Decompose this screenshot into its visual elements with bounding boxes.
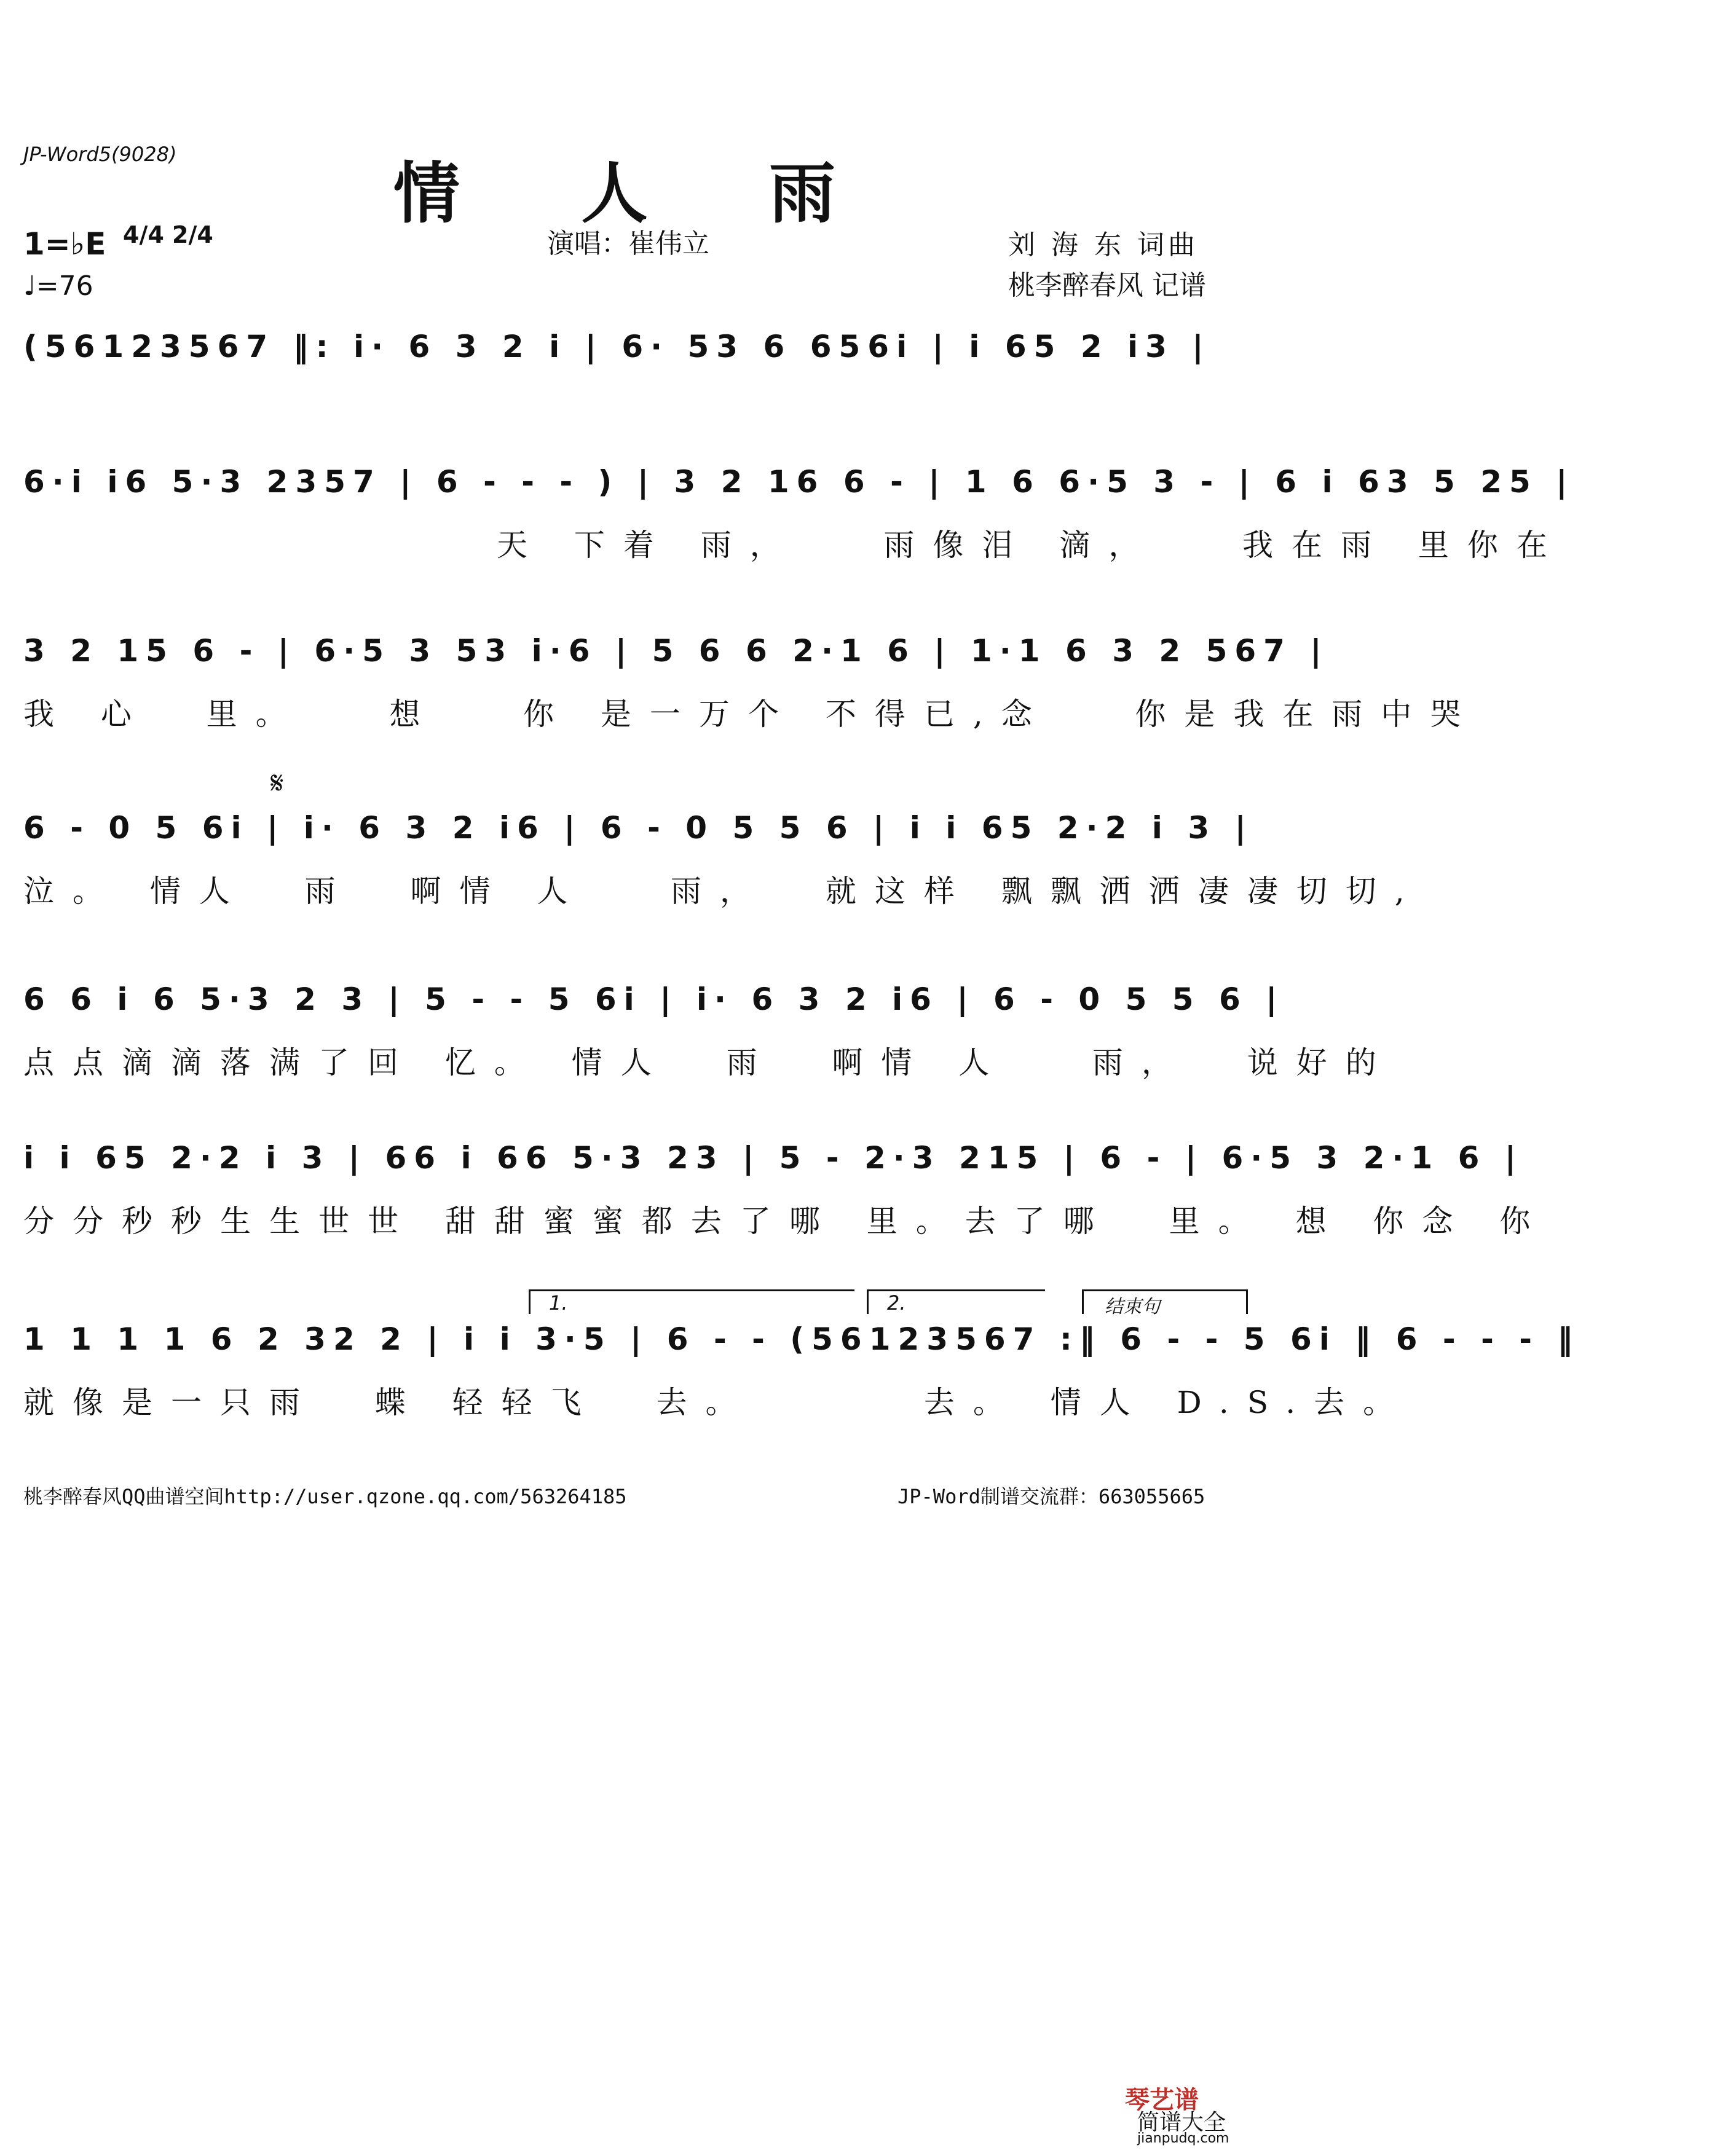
- notes-line: 6·i i6 5·3 2357 | 6 - - - ) | 3 2 16 6 - | 1 6 6·5 3 - | 6 i 63 5 25 |: [23, 464, 1575, 500]
- lyrics-line: 分分秒秒生生世世 甜甜蜜蜜都去了哪 里。去了哪 里。 想 你念 你: [23, 1203, 1549, 1239]
- lyrics-line: 点点滴滴落满了回 忆。 情人 雨 啊情 人 雨， 说好的: [23, 1045, 1395, 1080]
- song-title: 情 人 雨: [393, 155, 885, 232]
- lyrics-line: 泣。 情人 雨 啊情 人 雨， 就这样 飘飘洒洒凄凄切切,: [23, 873, 1423, 909]
- software-label: JP-Word5(9028): [23, 143, 177, 166]
- notes-line: i i 65 2·2 i 3 | 66 i 66 5·3 23 | 5 - 2·3 215 | 6 - | 6·5 3 2·1 6 |: [23, 1140, 1524, 1176]
- volta-second: 2.: [867, 1289, 1045, 1314]
- notes-line: 6 - 0 5 6i | i· 6 3 2 i6 | 6 - 0 5 5 6 | i i 65 2·2 i 3 |: [23, 810, 1253, 846]
- footer-left: 桃李醉春风QQ曲谱空间http://user.qzone.qq.com/563264185: [23, 1485, 627, 1508]
- lyrics-line: 天 下着 雨， 雨像泪 滴， 我在雨 里你在: [497, 527, 1566, 563]
- tempo-mark: ♩=76: [23, 270, 93, 302]
- time-signature-2: 2/4: [172, 221, 213, 248]
- lyrics-line: 我 心 里。 想 你 是一万个 不得已,念 你是我在雨中哭: [23, 696, 1480, 732]
- segno-mark: 𝄋: [270, 765, 284, 801]
- notes-line: 3 2 15 6 - | 6·5 3 53 i·6 | 5 6 6 2·1 6 | 1·1 6 3 2 567 |: [23, 633, 1329, 669]
- notes-line: 6 6 i 6 5·3 2 3 | 5 - - 5 6i | i· 6 3 2 i6 | 6 - 0 5 5 6 |: [23, 982, 1285, 1017]
- volta-first: 1.: [529, 1289, 854, 1314]
- watermark-logo: [1100, 2080, 1260, 2148]
- transcriber-credit: 桃李醉春风 记谱: [1008, 270, 1206, 301]
- watermark-brand: 琴艺谱: [1125, 2086, 1199, 2114]
- composer-credit: 刘 海 东 词曲: [1008, 229, 1199, 261]
- singer-credit: 演唱：崔伟立: [547, 228, 709, 259]
- notes-line: 1 1 1 1 6 2 32 2 | i i 3·5 | 6 - - (56123567 :‖ 6 - - 5 6i ‖ 6 - - - ‖: [23, 1321, 1580, 1357]
- watermark-name: 简谱大全: [1137, 2110, 1226, 2135]
- lyrics-line: 就像是一只雨 蝶 轻轻飞 去。 去。 情人 D.S.去。: [23, 1385, 1413, 1420]
- footer-right: JP-Word制谱交流群：663055665: [897, 1485, 1205, 1508]
- watermark-url: jianpudq.com: [1137, 2131, 1229, 2146]
- time-signature-1: 4/4: [123, 221, 164, 248]
- volta-ending: 结束句: [1082, 1289, 1248, 1314]
- notes-line: (56123567 ‖: i· 6 3 2 i | 6· 53 6 656i | i 65 2 i3 |: [23, 329, 1211, 364]
- key-signature: 1=♭E: [23, 226, 106, 262]
